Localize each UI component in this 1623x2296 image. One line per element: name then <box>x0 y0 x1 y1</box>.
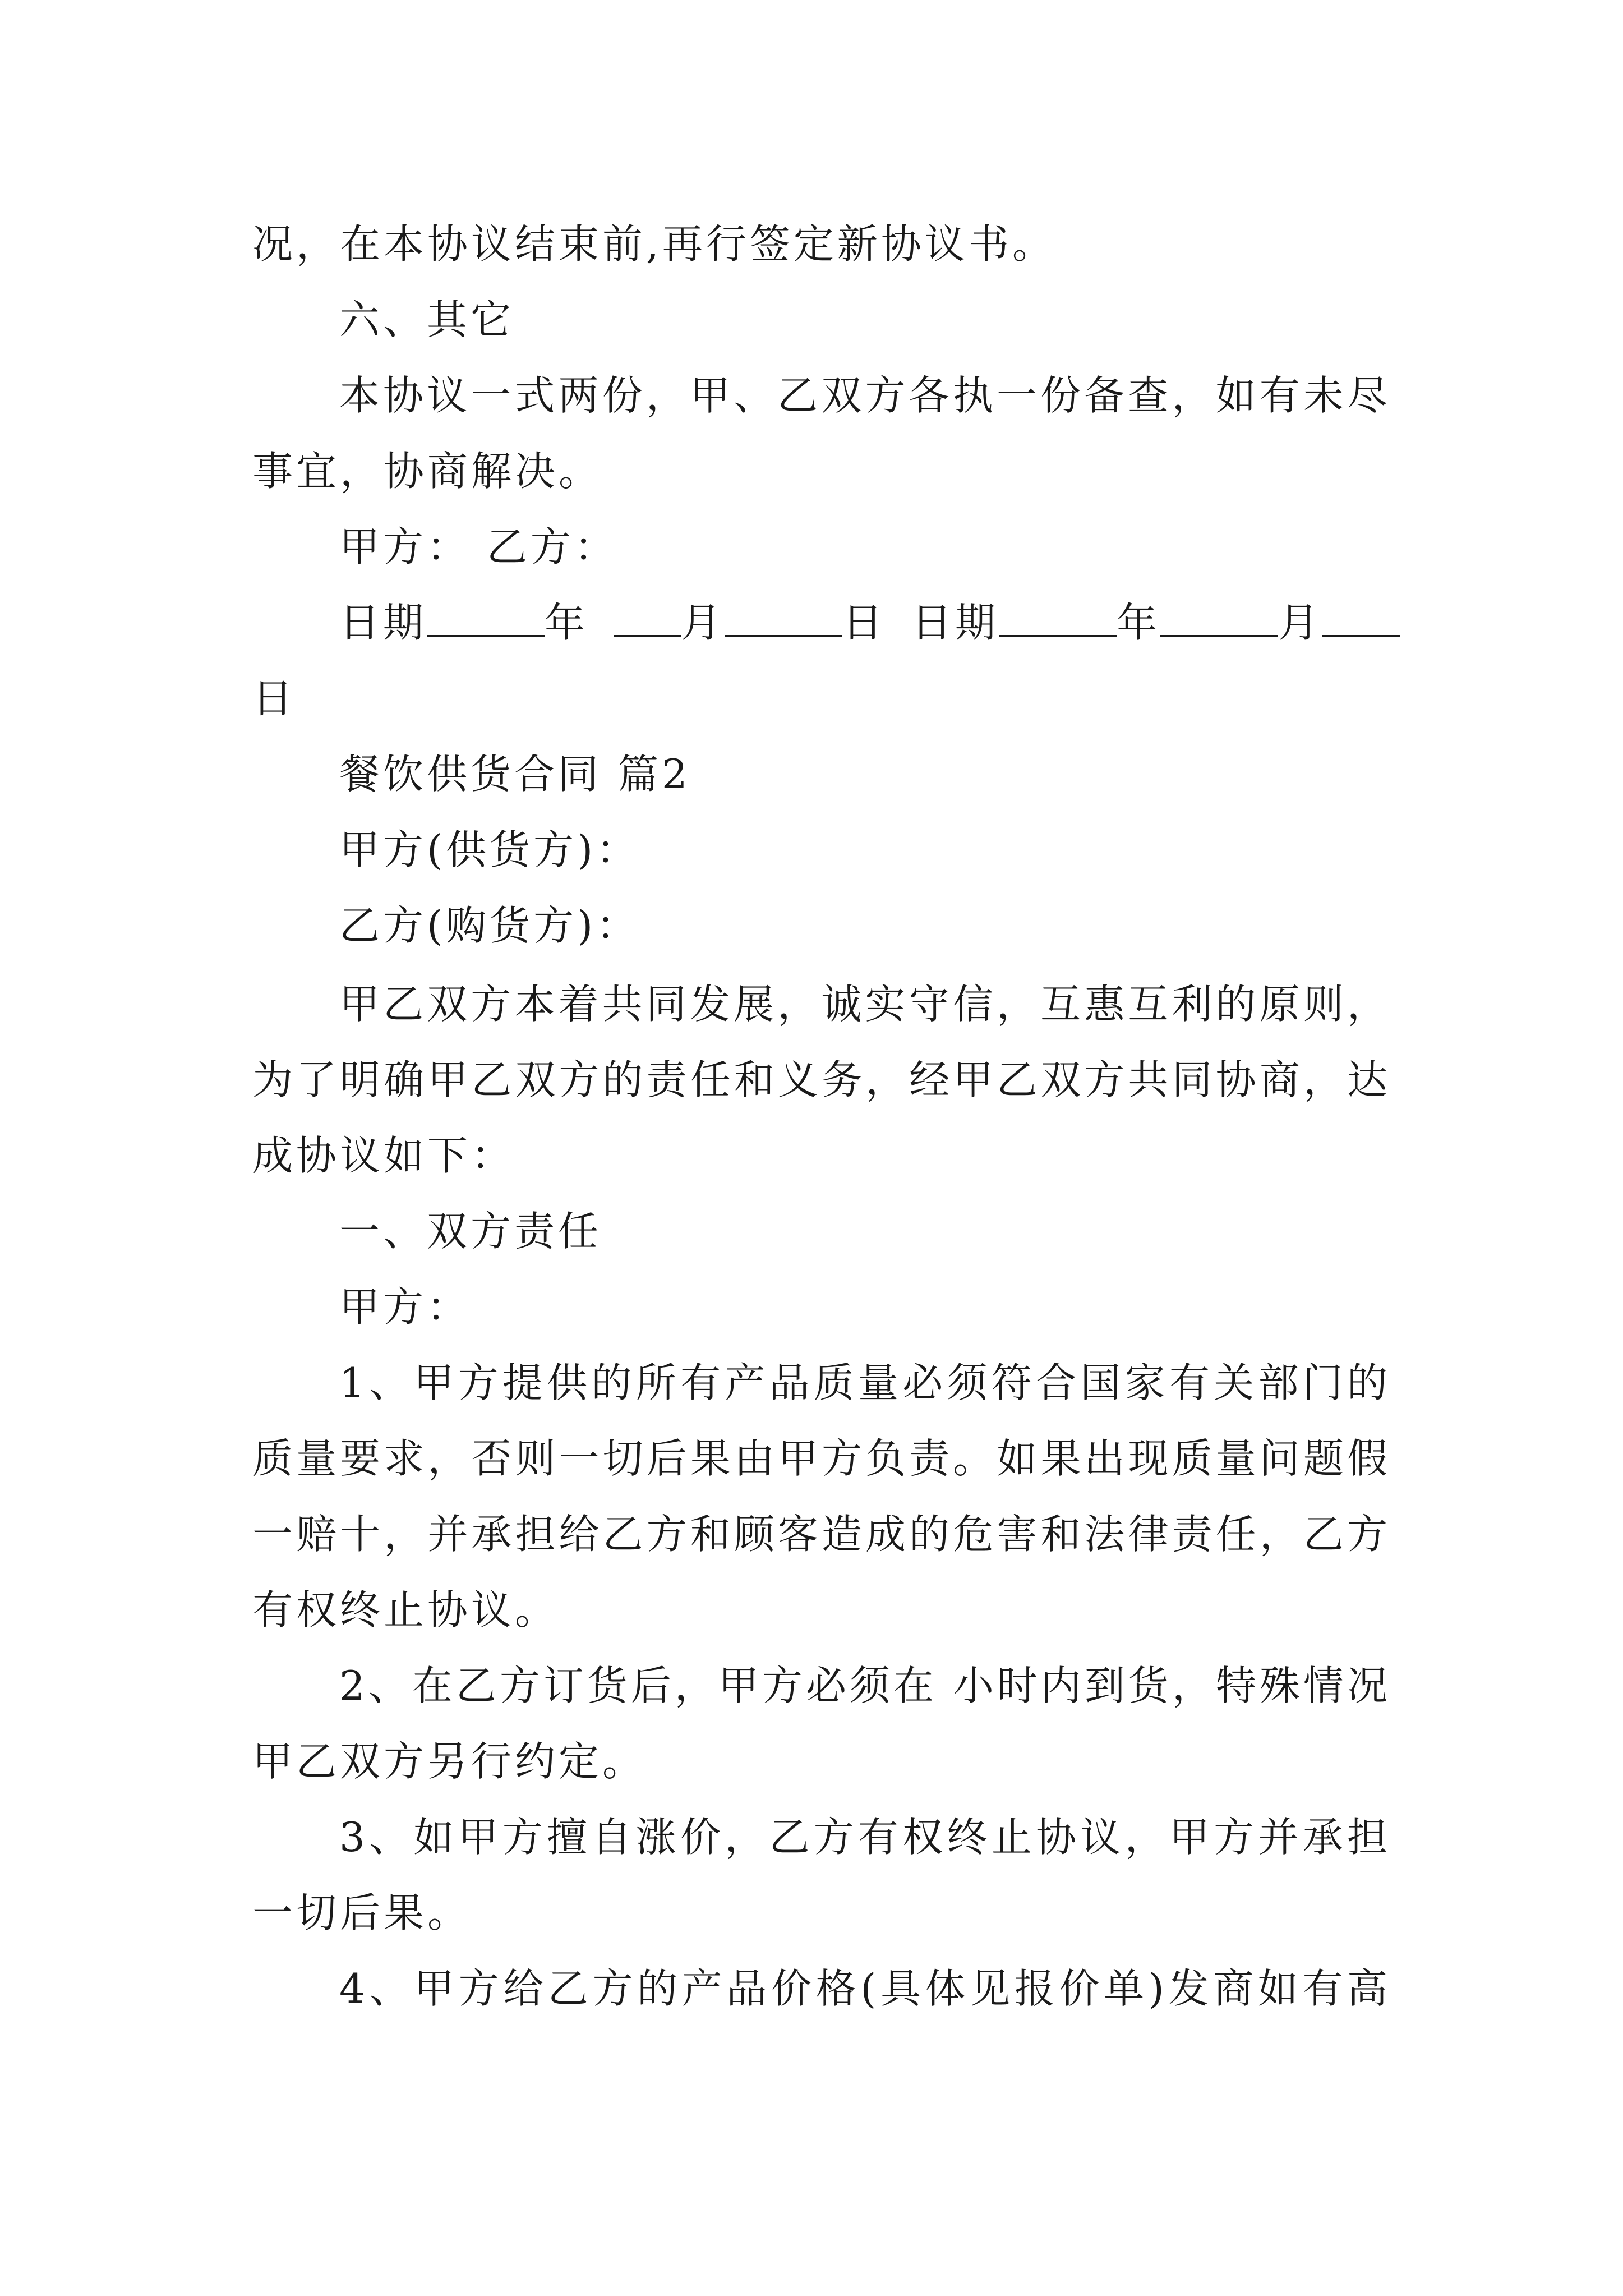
section-heading: 一、双方责任 <box>339 1208 602 1255</box>
date-label: 日期 <box>911 599 999 646</box>
section-heading: 六、其它 <box>339 296 515 343</box>
document-title: 餐饮供货合同 篇2 <box>339 751 691 798</box>
text-line: 为了明确甲乙双方的责任和义务，经甲乙双方共同协商，达 <box>252 1056 1391 1103</box>
day-label: 日 <box>842 599 887 646</box>
blank-field <box>614 596 681 637</box>
blank-field <box>1322 596 1400 637</box>
text-line: 一切后果。 <box>252 1889 472 1936</box>
blank-field <box>427 596 545 637</box>
text-line: 质量要求，否则一切后果由甲方负责。如果出现质量问题假 <box>252 1435 1391 1482</box>
text-line: 况，在本协议结束前,再行签定新协议书。 <box>252 220 1056 268</box>
text-line: 本协议一式两份，甲、乙双方各执一份备查，如有未尽 <box>339 372 1391 419</box>
text-line: 成协议如下： <box>252 1132 515 1179</box>
text-line: 甲乙双方本着共同发展，诚实守信，互惠互利的原则， <box>339 981 1391 1028</box>
text-line: 事宜，协商解决。 <box>252 448 603 495</box>
blank-field <box>999 596 1117 637</box>
text-line: 日 <box>252 675 297 722</box>
blank-field <box>1160 596 1278 637</box>
text-line: 2、在乙方订货后，甲方必须在 小时内到货，特殊情况 <box>339 1662 1391 1709</box>
text-line: 4、甲方给乙方的产品价格(具体见报价单)发商如有高 <box>339 1965 1391 2012</box>
text-line: 一赔十，并承担给乙方和顾客造成的危害和法律责任，乙方 <box>252 1511 1391 1558</box>
text-line: 3、如甲方擅自涨价，乙方有权终止协议，甲方并承担 <box>339 1814 1391 1861</box>
date-row <box>339 595 1400 651</box>
text-line: 甲乙双方另行约定。 <box>252 1738 647 1785</box>
signature-line: 甲方： 乙方： <box>339 523 618 570</box>
year-label: 年 <box>1117 599 1161 646</box>
party-a-line: 甲方(供货方)： <box>339 826 640 873</box>
text-line: 有权终止协议。 <box>252 1586 559 1634</box>
blank-field <box>725 596 842 637</box>
text-line: 甲方： <box>339 1283 471 1331</box>
year-label: 年 <box>545 599 589 646</box>
party-b-line: 乙方(购货方)： <box>339 902 640 949</box>
month-label: 月 <box>1278 599 1322 646</box>
month-label: 月 <box>681 599 725 646</box>
text-line: 1、甲方提供的所有产品质量必须符合国家有关部门的 <box>339 1359 1391 1406</box>
date-label: 日期 <box>339 599 427 646</box>
